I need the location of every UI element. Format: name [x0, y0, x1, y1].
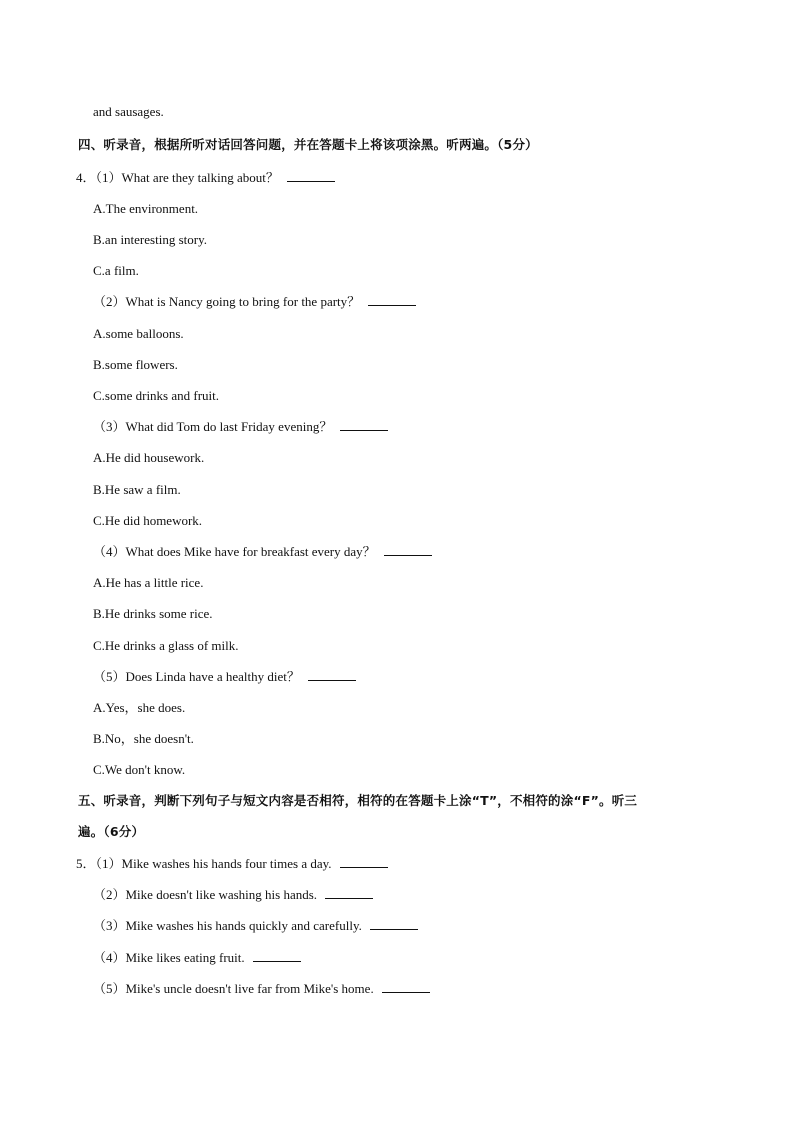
- continuation-text: and sausages.: [93, 104, 164, 119]
- question-3-option-a: A.He did housework.: [93, 450, 205, 465]
- question-5-option-a: A.Yes，she does.: [93, 700, 186, 715]
- question-2-option-a: A.some balloons.: [93, 326, 184, 341]
- section-4-heading: 四、听录音，根据所听对话回答问题，并在答题卡上将该项涂黑。听两遍。（5分）: [78, 137, 538, 152]
- statement-2-line: [93, 887, 373, 903]
- question-4-option-a: A.He has a little rice.: [93, 575, 204, 590]
- question-5-line: [93, 669, 356, 685]
- answer-blank-5: [308, 669, 356, 681]
- answer-blank-2: [368, 294, 416, 306]
- statement-3-text: （3）Mike washes his hands quickly and carefully.: [93, 918, 362, 933]
- statement-2-text: （2）Mike doesn't like washing his hands.: [93, 887, 318, 902]
- question-3-prompt: （3）What did Tom do last Friday evening？: [93, 419, 333, 434]
- statement-blank-3: [370, 918, 418, 930]
- question-3-option-b: B.He saw a film.: [93, 482, 181, 497]
- statement-blank-2: [325, 887, 373, 899]
- section-5-heading-line-2: 遍。（6分）: [78, 824, 145, 839]
- answer-blank-3: [340, 419, 388, 431]
- section-5-number: 5．: [76, 856, 96, 871]
- statement-1-line: [76, 856, 388, 872]
- statement-blank-1: [340, 856, 388, 868]
- question-4-option-c: C.He drinks a glass of milk.: [93, 638, 239, 653]
- question-1-line: [76, 170, 335, 186]
- section-4-number: 4．: [76, 170, 96, 185]
- question-4-line: [93, 544, 432, 560]
- statement-blank-4: [253, 950, 301, 962]
- question-2-option-c: C.some drinks and fruit.: [93, 388, 220, 403]
- statement-blank-5: [382, 981, 430, 993]
- question-3-option-c: C.He did homework.: [93, 513, 203, 528]
- question-5-prompt: （5）Does Linda have a healthy diet？: [93, 669, 300, 684]
- answer-blank-4: [384, 544, 432, 556]
- question-4-prompt: （4）What does Mike have for breakfast every day？: [93, 544, 376, 559]
- question-2-line: [93, 294, 416, 310]
- statement-4-line: [93, 950, 301, 966]
- question-5-option-c: C.We don't know.: [93, 762, 186, 777]
- statement-5-line: [93, 981, 430, 997]
- statement-4-text: （4）Mike likes eating fruit.: [93, 950, 245, 965]
- question-4-option-b: B.He drinks some rice.: [93, 606, 213, 621]
- answer-blank-1: [287, 170, 335, 182]
- question-2-option-b: B.some flowers.: [93, 357, 178, 372]
- question-3-line: [93, 419, 388, 435]
- question-1-prompt: （1）What are they talking about？: [95, 170, 279, 185]
- statement-3-line: [93, 918, 418, 934]
- question-1-option-b: B.an interesting story.: [93, 232, 207, 247]
- statement-1-text: （1）Mike washes his hands four times a day.: [95, 856, 332, 871]
- section-5-heading-line-1: 五、听录音，判断下列句子与短文内容是否相符，相符的在答题卡上涂“T”，不相符的涂“F”。听三: [78, 793, 638, 808]
- question-1-option-a: A.The environment.: [93, 201, 199, 216]
- statement-5-text: （5）Mike's uncle doesn't live far from Mike's home.: [93, 981, 374, 996]
- question-5-option-b: B.No，she doesn't.: [93, 731, 194, 746]
- question-2-prompt: （2）What is Nancy going to bring for the party？: [93, 294, 361, 309]
- question-1-option-c: C.a film.: [93, 263, 139, 278]
